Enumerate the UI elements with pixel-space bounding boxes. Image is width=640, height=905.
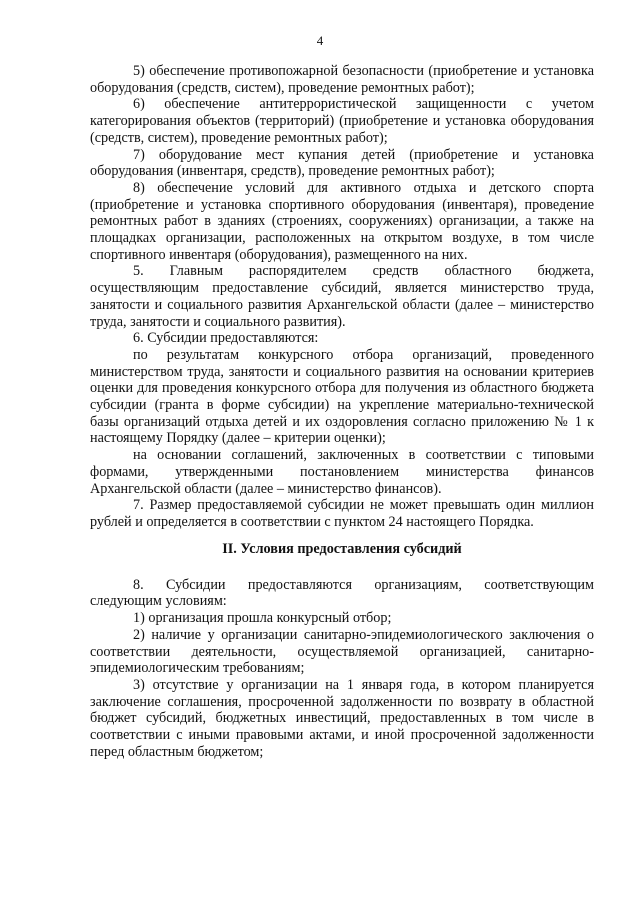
paragraph-condition-3: 3) отсутствие у организации на 1 января года, в котором планируется заключение соглашения, просроченной задолженности по возврату в областной бюджет субсидий, бюджетных инвестиций, предоставленных в том числе в соответствии с иными правовыми актами, и иной просроченной задолженности перед областным бюджетом; — [90, 676, 594, 760]
paragraph-clause-7: 7. Размер предоставляемой субсидии не может превышать один миллион рублей и определяется в соответствии с пунктом 24 настоящего Порядка. — [90, 497, 594, 530]
paragraph-clause-6-competition: по результатам конкурсного отбора организаций, проведенного министерством труда, занятости и социального развития на основании критериев оценки для проведения конкурсного отбора для получения из областного бюджета субсидии (гранта в форме субсидии) на укрепление материально-технической базы организаций отдыха детей и их оздоровления согласно приложению № 1 к настоящему Порядку (далее – критерии оценки); — [90, 346, 594, 447]
paragraph-item-6: 6) обеспечение антитеррористической защищенности с учетом категорирования объектов (территорий) (приобретение и установка оборудования (средств, систем), проведение ремонтных работ); — [90, 96, 594, 146]
paragraph-item-5: 5) обеспечение противопожарной безопасности (приобретение и установка оборудования (средств, систем), проведение ремонтных работ); — [90, 63, 594, 96]
paragraph-clause-6: 6. Субсидии предоставляются: — [133, 330, 319, 347]
paragraph-clause-5: 5. Главным распорядителем средств областного бюджета, осуществляющим предоставление субсидий, является министерство труда, занятости и социального развития Архангельской области (далее – министерство труда, занятости и социального развития). — [90, 263, 594, 330]
section-title: II. Условия предоставления субсидий — [222, 540, 462, 557]
page-number: 4 — [316, 33, 324, 48]
section-spacer — [90, 558, 594, 577]
paragraph-clause-6-agreements: на основании соглашений, заключенных в соответствии с типовыми формами, утвержденными постановлением министерства финансов Архангельской области (далее – министерство финансов). — [90, 447, 594, 497]
paragraph-item-8: 8) обеспечение условий для активного отдыха и детского спорта (приобретение и установка спортивного оборудования (инвентаря), проведение ремонтных работ в зданиях (строениях, сооружениях) организации, а также на площадках организации, расположенных на открытом воздухе, в том числе спортивного инвентаря (оборудования), размещенного на них. — [90, 179, 594, 263]
paragraph-condition-2: 2) наличие у организации санитарно-эпидемиологического заключения о соответствии деятельности, осуществляемой организацией, санитарно-эпидемиологическим требованиям; — [90, 626, 594, 677]
document-body — [90, 63, 594, 760]
paragraph-clause-8: 8. Субсидии предоставляются организациям, соответствующим следующим условиям: — [90, 576, 594, 610]
paragraph-item-7: 7) оборудование мест купания детей (приобретение и установка оборудования (инвентаря, средств), проведение ремонтных работ); — [90, 146, 594, 180]
paragraph-condition-1: 1) организация прошла конкурсный отбор; — [133, 610, 392, 627]
